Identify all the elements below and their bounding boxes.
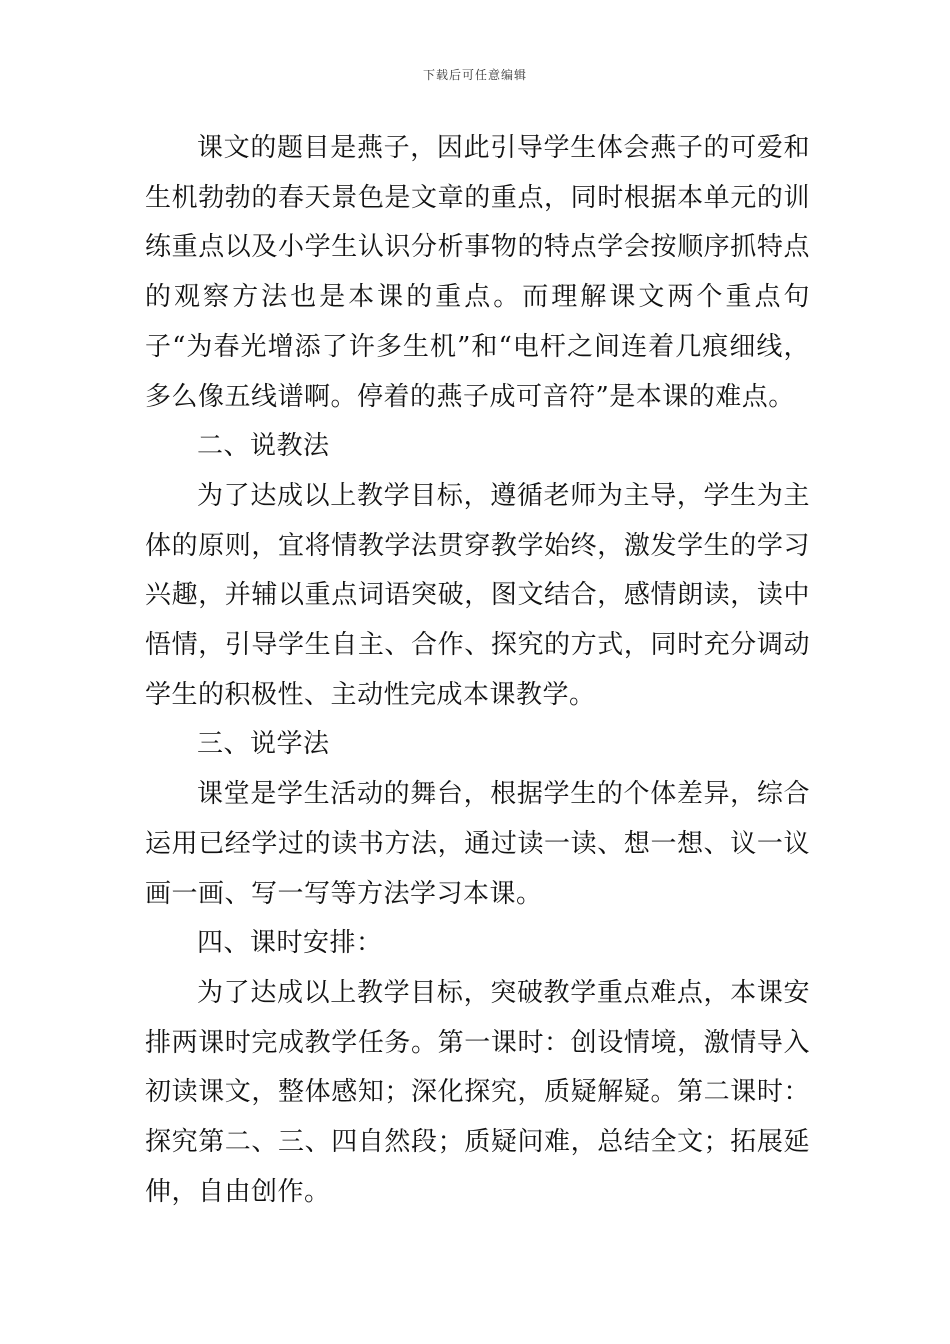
paragraph-learning-method: 课堂是学生活动的舞台，根据学生的个体差异，综合运用已经学过的读书方法，通过读一读、想一想、议一议画一画、写一写等方法学习本课。 — [145, 779, 810, 909]
paragraph-schedule: 为了达成以上教学目标，突破教学重点难点，本课安排两课时完成教学任务。第一课时：创设情境，激情导入初读课文，整体感知；深化探究，质疑解疑。第二课时：探究第二、三、四自然段；质疑问难，总结全文；拓展延伸，自由创作。 — [145, 977, 810, 1207]
section-heading-teaching-method: 二、说教法 — [197, 431, 330, 462]
paragraph-teaching-method: 为了达成以上教学目标，遵循老师为主导，学生为主体的原则，宜将情教学法贯穿教学始终，激发学生的学习兴趣，并辅以重点词语突破，图文结合，感情朗读，读中悟情，引导学生自主、合作、探究的方式，同时充分调动学生的积极性、主动性完成本课教学。 — [145, 480, 810, 710]
page-header: 下载后可任意编辑 — [422, 68, 527, 82]
paragraph-key-points: 课文的题目是燕子，因此引导学生体会燕子的可爱和生机勃勃的春天景色是文章的重点，同时根据本单元的训练重点以及小学生认识分析事物的特点学会按顺序抓特点的观察方法也是本课的重点。而理解课文两个重点句子“为春光增添了许多生机”和“电杆之间连着几痕细线，多么像五线谱啊。停着的燕子成可音符”是本课的难点。 — [145, 133, 810, 412]
document-body — [145, 124, 810, 1217]
section-heading-schedule: 四、课时安排： — [197, 928, 383, 959]
section-heading-learning-method: 三、说学法 — [197, 729, 330, 760]
